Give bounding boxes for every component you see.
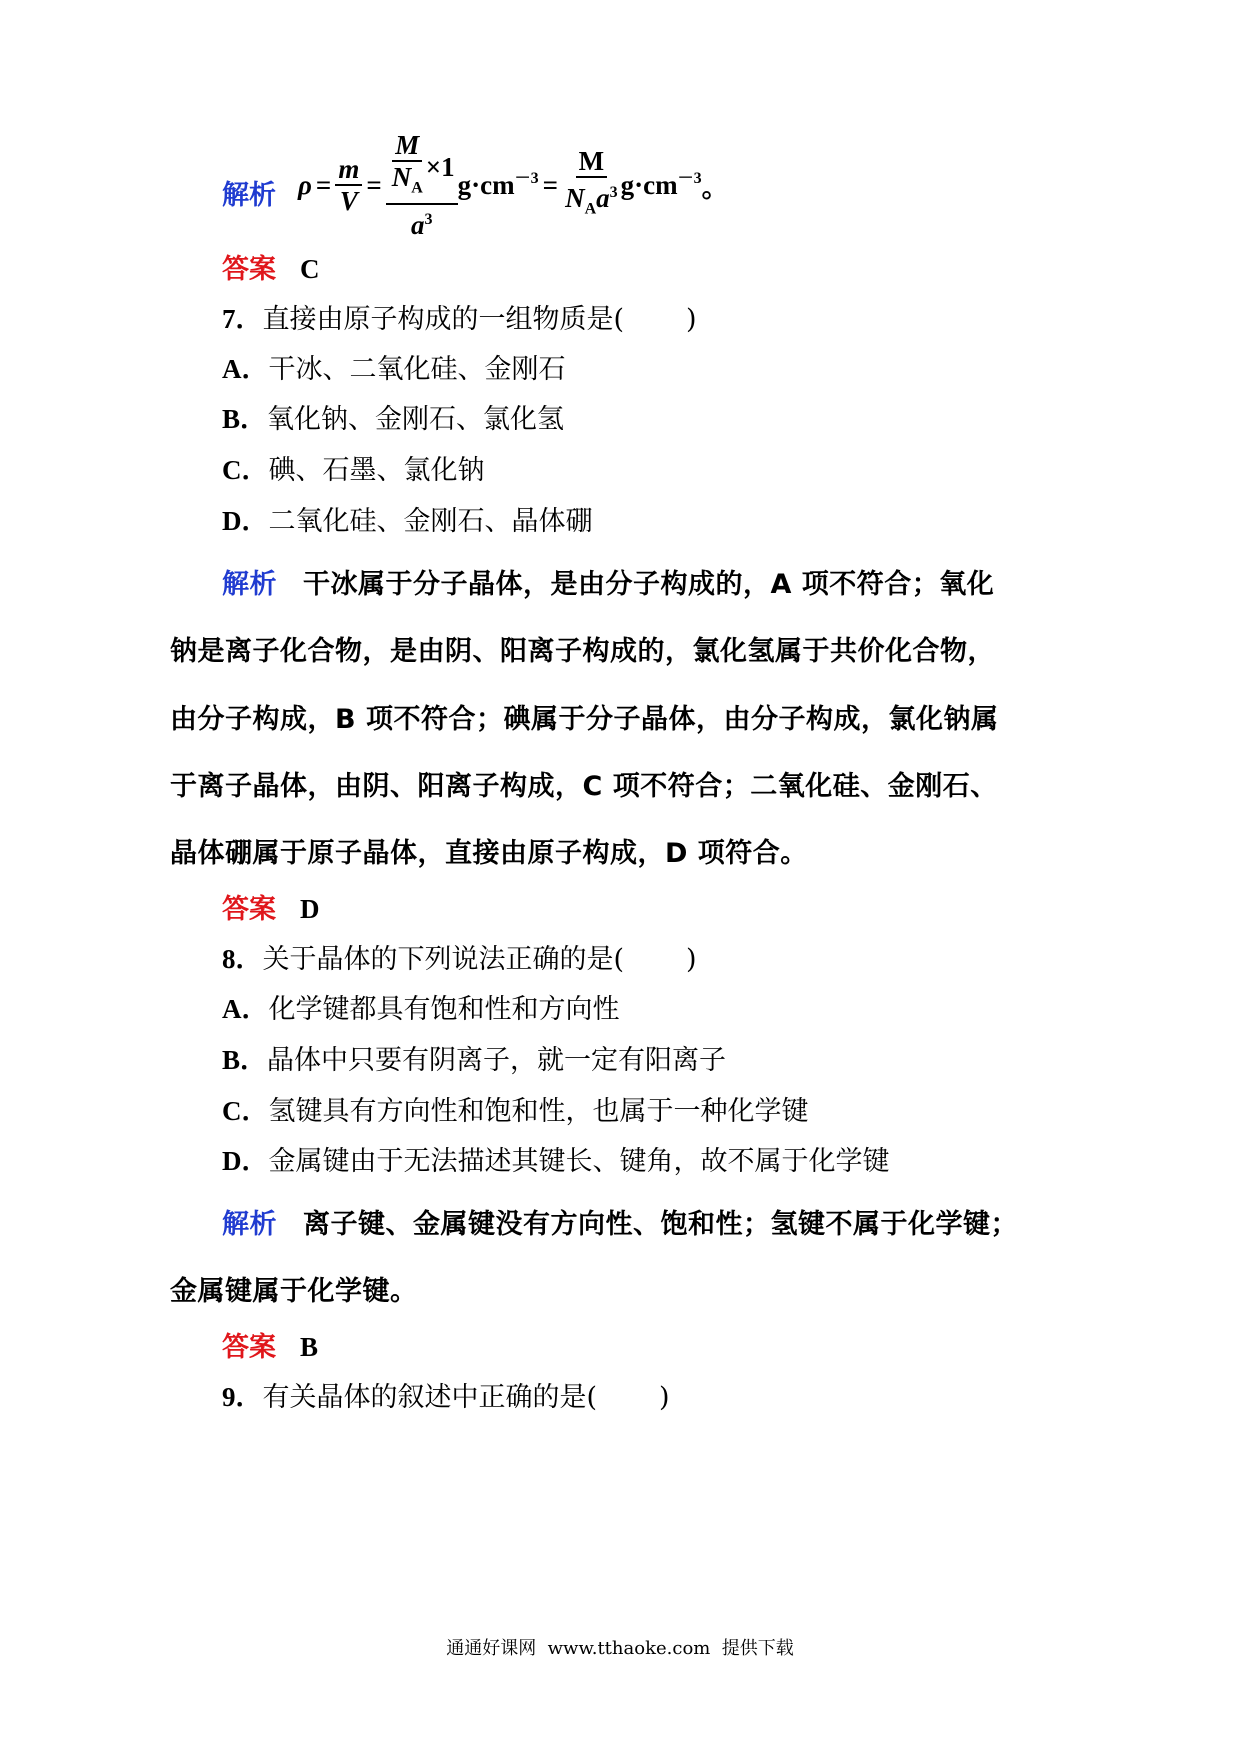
q8-explanation-line-1: 解析 离子键、金属键没有方向性、饱和性；氢键不属于化学键； <box>222 1209 1018 1240</box>
q7-explanation-line-4: 于离子晶体，由阴、阳离子构成，C 项不符合；二氧化硅、金刚石、 <box>170 771 998 802</box>
question-8-stem: 8．关于晶体的下列说法正确的是( ) <box>222 944 697 975</box>
question-7-stem: 7．直接由原子构成的一组物质是( ) <box>222 304 697 335</box>
question-9-stem: 9．有关晶体的叙述中正确的是( ) <box>222 1382 670 1413</box>
m-over-v: $\frac{m}{V}$ <box>335 154 362 216</box>
formula-block <box>222 129 1042 241</box>
q8-option-a: A．化学键都具有饱和性和方向性 <box>222 994 620 1025</box>
q7-explanation-line-1: 解析 干冰属于分子晶体，是由分子构成的，A 项不符合；氧化 <box>222 569 995 600</box>
q7-option-d: D．二氧化硅、金刚石、晶体硼 <box>222 506 593 537</box>
answer-6: 答案 C <box>222 254 320 285</box>
big-fraction: $\frac{M}{N_A}$ ×1 $a^3$ <box>386 130 458 240</box>
q7-option-b: B．氧化钠、金刚石、氯化氢 <box>222 404 565 435</box>
q8-option-b: B．晶体中只要有阴离子，就一定有阳离子 <box>222 1045 727 1076</box>
q8-option-d: D．金属键由于无法描述其键长、键角，故不属于化学键 <box>222 1146 890 1177</box>
q7-explanation-line-3: 由分子构成，B 项不符合；碘属于分子晶体，由分子构成，氯化钠属 <box>170 704 999 735</box>
final-fraction: $\frac{M}{N_Aa^3}$ <box>565 145 618 218</box>
q8-option-c: C．氢键具有方向性和饱和性，也属于一种化学键 <box>222 1096 809 1127</box>
q8-explanation-line-2: 金属键属于化学键。 <box>170 1276 418 1307</box>
q7-explanation-line-2: 钠是离子化合物，是由阴、阳离子构成的，氯化氢属于共价化合物， <box>170 636 995 667</box>
answer-8: 答案 B <box>222 1332 319 1363</box>
expl-label-6: 解析 <box>222 180 276 211</box>
page-footer: 通通好课网 www.tthaoke.com 提供下载 <box>446 1638 794 1659</box>
q7-explanation-line-5: 晶体硼属于原子晶体，直接由原子构成，D 项符合。 <box>170 838 808 869</box>
density-formula: ρ = $\frac{m}{V}$ = $\frac{M}{N_A}$ ×1 $a^3$ g·cm $^{-3}$ = $\frac{M}{N_Aa^3}$ g·cm $^{-3}$ 。 <box>298 129 729 241</box>
q7-option-a: A．干冰、二氧化硅、金刚石 <box>222 354 566 385</box>
answer-7: 答案 D <box>222 894 320 925</box>
q7-option-c: C．碘、石墨、氯化钠 <box>222 455 485 486</box>
